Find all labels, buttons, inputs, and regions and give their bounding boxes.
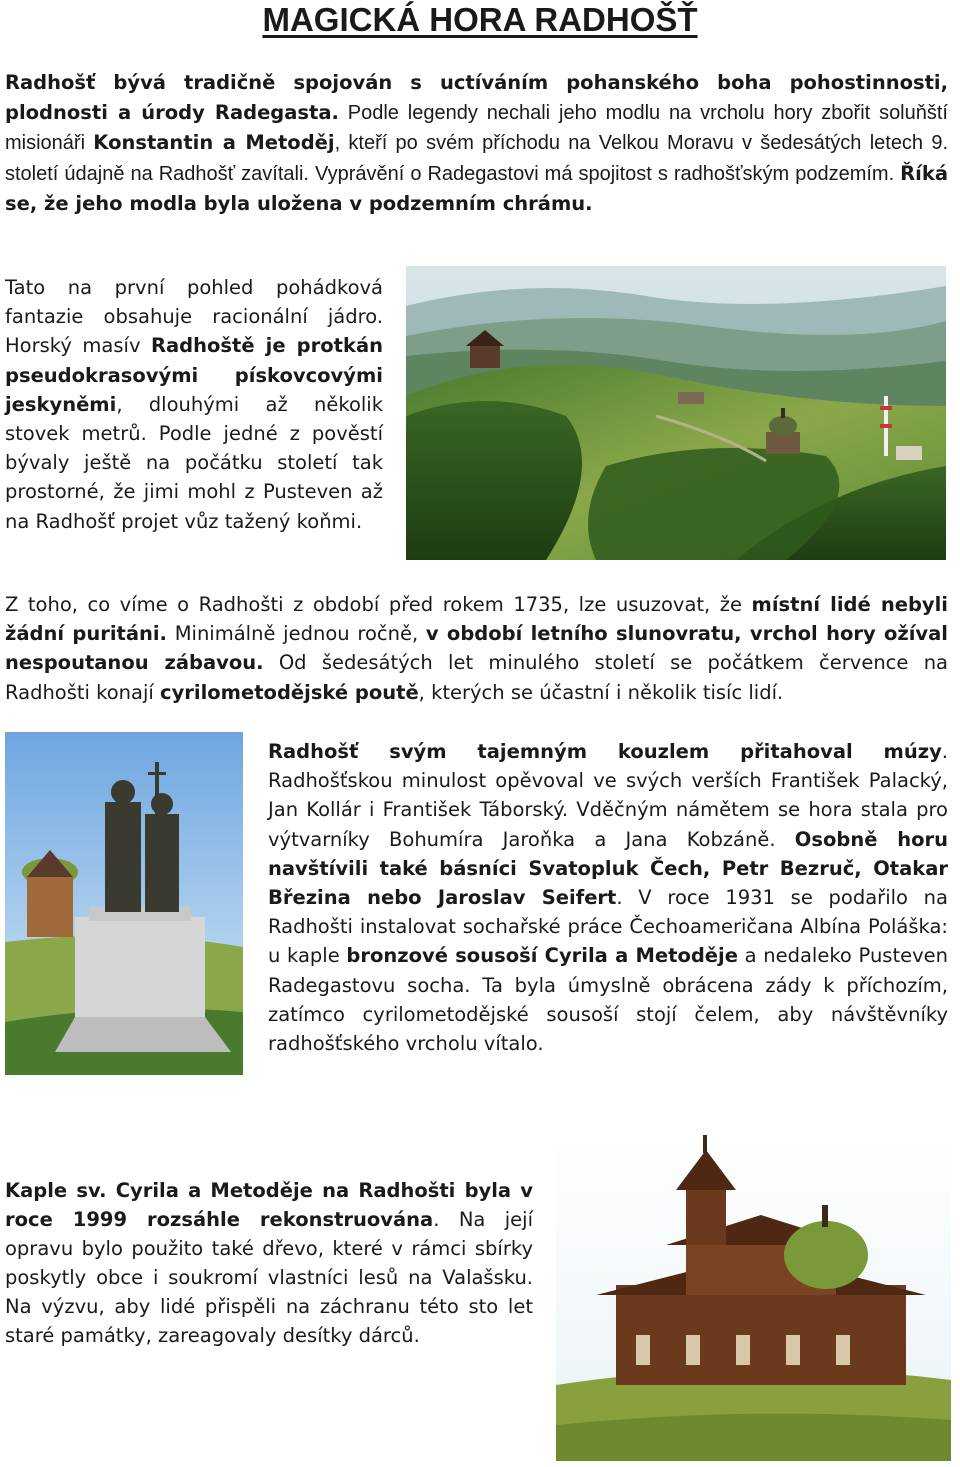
- history-paragraph: Z toho, co víme o Radhošti z období před rokem 1735, lze usuzovat, že místní lidé nebyli žádní puritáni. Minimálně jednou ročně, v období letního slunovratu, vrchol hory ožíval nespoutanou zábavou. Od šedesátých let minulého století se počátkem července na Radhošti konají cyrilometodějské poutě, kterých se účastní i několik tisíc lidí.: [5, 593, 949, 704]
- cyril-methodius-statue-photo: [5, 732, 243, 1075]
- chapel-photo: [556, 1135, 951, 1461]
- muses-paragraph: Radhošť svým tajemným kouzlem přitahoval múzy. Radhošťskou minulost opěvoval ve svých verších František Palacký, Jan Kollár i František Táborský. Vděčným námětem se hora stala pro výtvarníky Bohumíra Jaroňka a Jana Kobzáně. Osobně horu navštívili také básníci Svatopluk Čech, Petr Bezruč, Otakar Březina nebo Jaroslav Seifert. V roce 1931 se podařilo na Radhošti instalovat sochařské práce Čechoameričana Albína Poláška: u kaple bronzové sousoší Cyrila a Metoděje a nedaleko Pusteven Radegastovu socha. Ta byla úmyslně obrácena zády k příchozím, zatímco cyrilometodějské sousoší stojí čelem, aby návštěvníky radhošťského vrcholu vítalo.: [268, 740, 949, 1056]
- chapel-paragraph: Kaple sv. Cyrila a Metoděje na Radhošti byla v roce 1999 rozsáhle rekonstruována. Na její opravu bylo použito také dřevo, které v rámci sbírky poskytly obce i soukromí vlastníci lesů na Valašsku. Na výzvu, aby lidé přispěli na záchranu této sto let staré památky, zareagovaly desítky dárců.: [5, 1179, 533, 1347]
- page-title: MAGICKÁ HORA RADHOŠŤ: [262, 1, 698, 38]
- radhost-summit-photo: [406, 266, 946, 560]
- caves-paragraph: Tato na první pohled pohádková fantazie obsahuje racionální jádro. Horský masív Radhoště je protkán pseudokrasovými pískovcovými jeskyněmi, dlouhými až několik stovek metrů. Podle jedné z pověstí bývaly ještě na počátku století tak prostorné, že jimi mohl z Pusteven až na Radhošť projet vůz tažený koňmi.: [5, 276, 383, 533]
- intro-paragraph: Radhošť bývá tradičně spojován s uctíváním pohanského boha pohostinnosti, plodnosti a úrody Radegasta. Podle legendy nechali jeho modlu na vrcholu hory zbořit soluňští misionáři Konstantin a Metoděj, kteří po svém příchodu na Velkou Moravu v šedesátých letech 9. století údajně na Radhošť zavítali. Vyprávění o Radegastovi má spojitost s radhošťským podzemím. Říká se, že jeho modla byla uložena v podzemním chrámu.: [5, 71, 949, 215]
